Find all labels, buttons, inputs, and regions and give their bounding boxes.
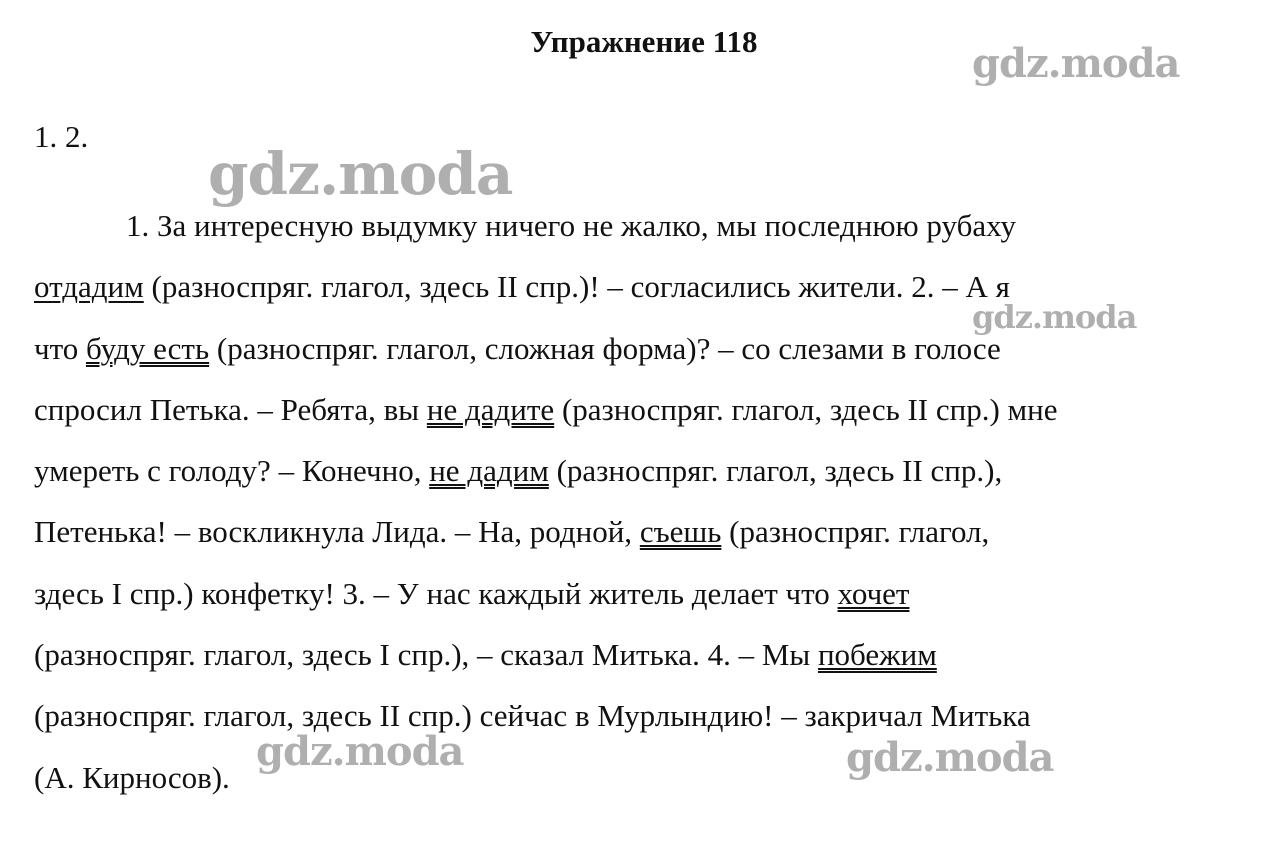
watermark: gdz.moda	[256, 728, 464, 775]
text-segment: (разноспряг. глагол, здесь I спр.), – сказал Митька. 4. – Мы	[34, 637, 818, 673]
text-segment: (разноспряг. глагол, здесь II спр.)! – согласились жители. 2. – А я	[143, 269, 1010, 305]
watermark: gdz.moda	[972, 40, 1180, 87]
text-line	[34, 685, 1254, 746]
text-segment: 1. За интересную выдумку ничего не жалко, мы последнюю рубаху	[126, 208, 1016, 243]
task-numbering: 1. 2.	[34, 119, 89, 154]
text-line	[34, 624, 1254, 685]
double-underlined-word: побежим	[817, 637, 937, 673]
text-segment: (А. Кирносов).	[34, 759, 230, 795]
double-underlined-word: хочет	[837, 575, 910, 611]
text-line	[34, 440, 1254, 501]
text-line	[34, 501, 1254, 562]
text-segment: (разноспряг. глагол,	[721, 514, 990, 550]
double-underlined-word: съешь	[639, 514, 722, 550]
text-segment: (разноспряг. глагол, здесь II спр.),	[548, 453, 1003, 489]
text-segment: что	[34, 330, 86, 366]
text-line	[34, 256, 1254, 317]
watermark: gdz.moda	[972, 298, 1137, 336]
underlined-word: отдадим	[34, 269, 144, 305]
watermark: gdz.moda	[208, 140, 513, 208]
double-underlined-word: не дадим	[429, 453, 549, 489]
text-segment: Петенька! – воскликнула Лида. – На, родной,	[34, 514, 640, 550]
exercise-text	[34, 195, 1254, 808]
double-underlined-word: буду есть	[85, 330, 210, 366]
text-segment: умереть с голоду? – Конечно,	[34, 453, 430, 489]
text-line	[34, 563, 1254, 624]
watermark: gdz.moda	[846, 734, 1054, 781]
text-segment: здесь I спр.) конфетку! 3. – У нас каждый житель делает что	[34, 575, 838, 611]
exercise-title: Упражнение 118	[530, 24, 758, 59]
text-line	[34, 747, 1254, 808]
text-line	[34, 195, 1254, 256]
double-underlined-word: не дадите	[426, 391, 555, 427]
text-segment: (разноспряг. глагол, здесь II спр.) сейчас в Мурлындию! – закричал Митька	[34, 698, 1031, 734]
text-line	[34, 379, 1254, 440]
text-segment: спросил Петька. – Ребята, вы	[34, 391, 427, 427]
text-segment: (разноспряг. глагол, здесь II спр.) мне	[554, 391, 1058, 427]
text-segment: (разноспряг. глагол, сложная форма)? – со слезами в голосе	[209, 330, 1001, 366]
text-line	[34, 318, 1254, 379]
